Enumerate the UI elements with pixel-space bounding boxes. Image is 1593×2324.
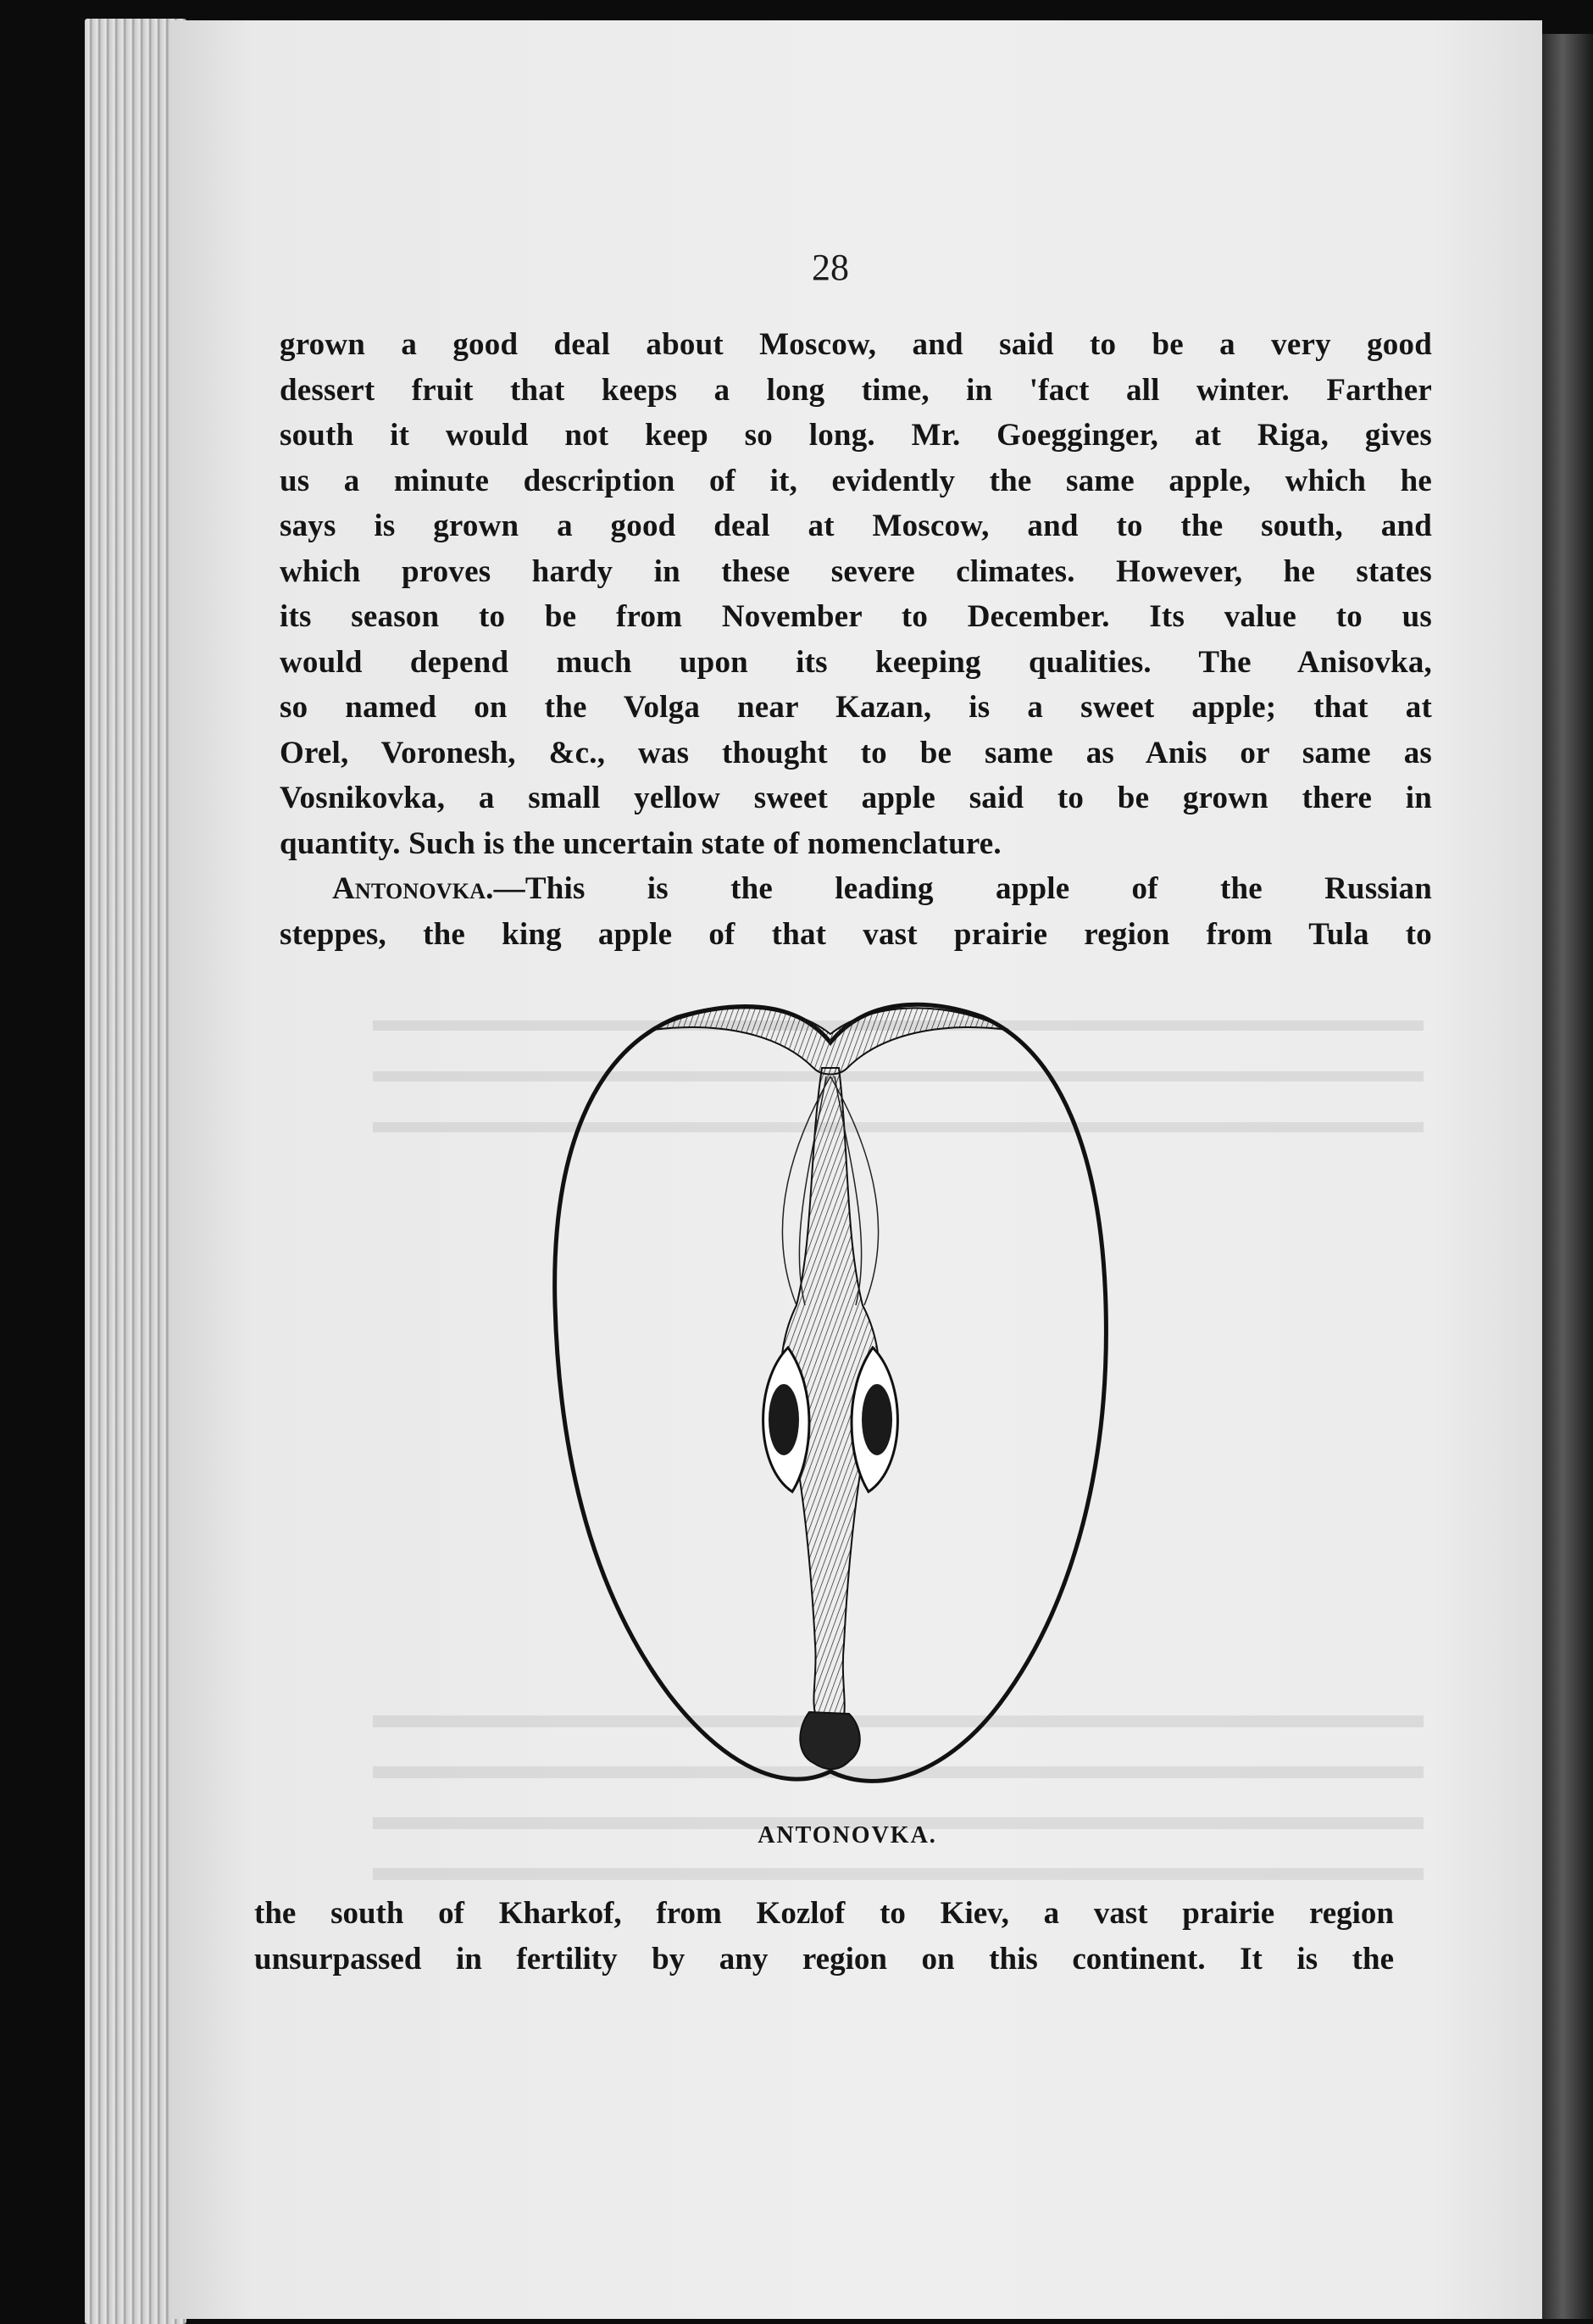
continuation-paragraph [254, 1890, 1394, 1981]
text-line: us a minute description of it, evidently the same apple, which he [280, 463, 1432, 498]
antonovka-heading: Antonovka. [332, 871, 494, 906]
text-line: unsurpassed in fertility by any region on this continent. It is the [254, 1941, 1394, 1977]
text-line: grown a good deal about Moscow, and said to be a very good [280, 327, 1432, 362]
text-line: quantity. Such is the uncertain state of nomenclature. [280, 826, 1002, 861]
text-line: Orel, Voronesh, &c., was thought to be same as Anis or same as [280, 735, 1432, 770]
text-line: its season to be from November to December. Its value to us [280, 599, 1432, 634]
text-line: so named on the Volga near Kazan, is a sweet apple; that at [280, 690, 1432, 725]
text-line: dessert fruit that keeps a long time, in 'fact all winter. Farther [280, 372, 1432, 408]
text-line: steppes, the king apple of that vast prairie region from Tula to [280, 916, 1432, 952]
page-number: 28 [812, 247, 849, 288]
text-line: Vosnikovka, a small yellow sweet apple said to be grown there in [280, 781, 1432, 815]
main-paragraph [280, 322, 1432, 957]
text-line: the south of Kharkof, from Kozlof to Kiev, a vast prairie region [254, 1896, 1394, 1931]
text-line: which proves hardy in these severe climates. However, he states [280, 553, 1432, 589]
text-line: would depend much upon its keeping qualities. The Anisovka, [280, 644, 1432, 680]
apple-cross-section-illustration [542, 983, 1118, 1814]
text-line: —This is the leading apple of the Russian [493, 871, 1432, 906]
binding-shadow [1542, 34, 1593, 2319]
text-line: south it would not keep so long. Mr. Goegginger, at Riga, gives [280, 418, 1432, 453]
antonovka-line [280, 866, 1432, 912]
figure-caption: ANTONOVKA. [758, 1822, 937, 1849]
text-line: says is grown a good deal at Moscow, and to the south, and [280, 509, 1432, 543]
